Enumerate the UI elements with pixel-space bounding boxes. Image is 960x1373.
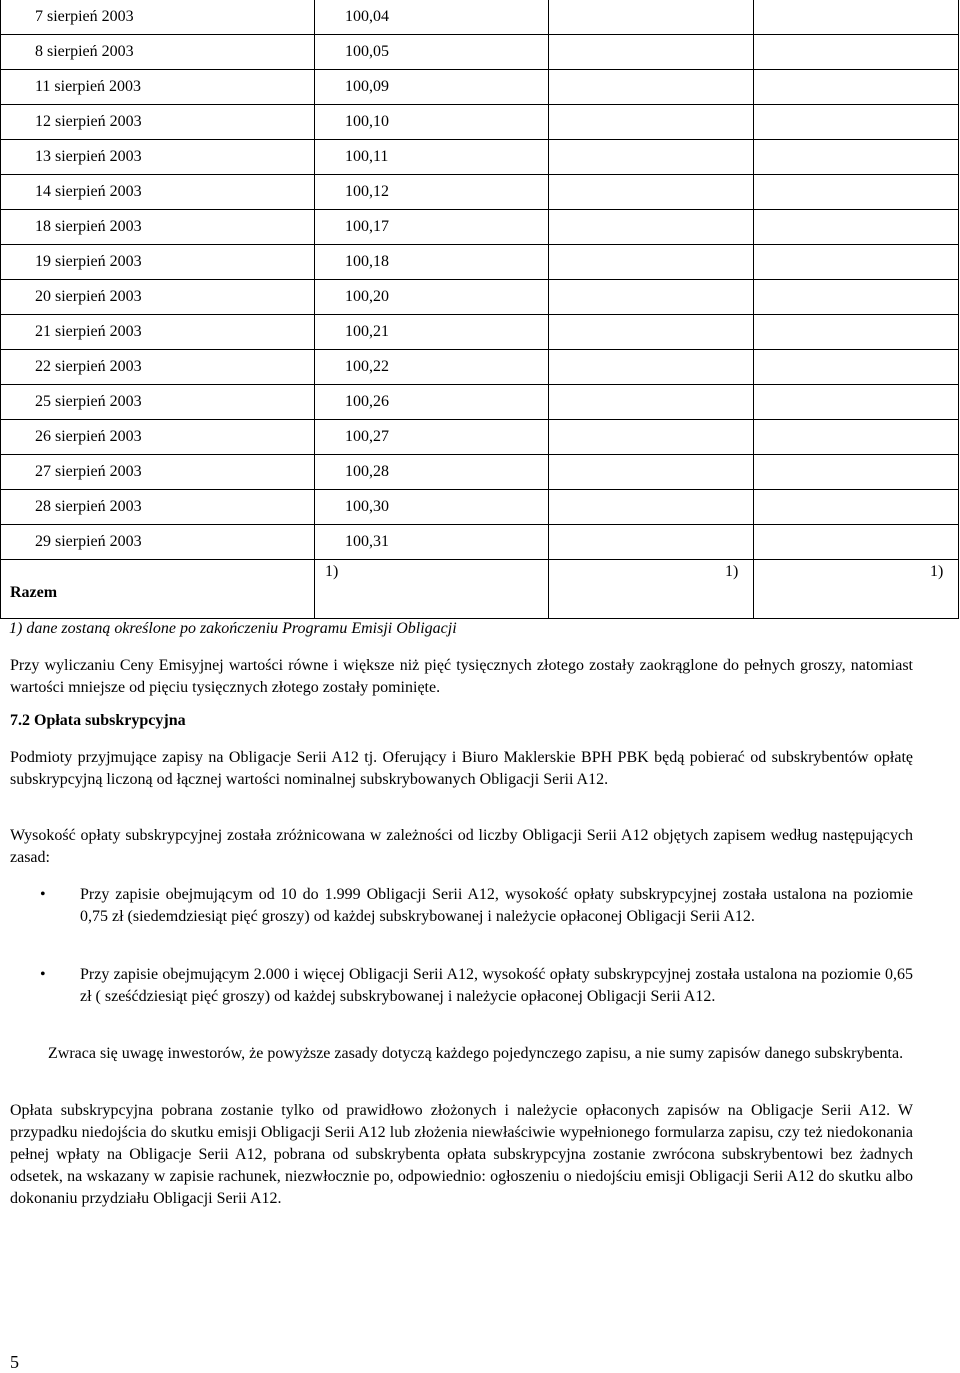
price-cell: 100,21 — [315, 315, 549, 350]
empty-cell — [754, 490, 959, 525]
price-cell: 100,22 — [315, 350, 549, 385]
empty-cell — [754, 280, 959, 315]
empty-cell — [754, 350, 959, 385]
total-mark-cell — [549, 560, 754, 619]
empty-cell — [549, 315, 754, 350]
attention-note: Zwraca się uwagę inwestorów, że powyższe zasady dotyczą każdego pojedynczego zapisu, a nie sumy zapisów danego subskrybenta. — [48, 1045, 904, 1062]
date-cell: 8 sierpień 2003 — [1, 35, 315, 70]
total-label-cell — [1, 560, 315, 619]
empty-cell — [549, 455, 754, 490]
date-cell: 11 sierpień 2003 — [1, 70, 315, 105]
price-cell: 100,10 — [315, 105, 549, 140]
date-cell: 29 sierpień 2003 — [1, 525, 315, 560]
price-cell: 100,31 — [315, 525, 549, 560]
table-row — [1, 210, 959, 245]
date-cell: 7 sierpień 2003 — [1, 0, 315, 35]
empty-cell — [549, 0, 754, 35]
empty-cell — [549, 210, 754, 245]
intro-paragraph: Podmioty przyjmujące zapisy na Obligacje Serii A12 tj. Oferujący i Biuro Maklerskie BPH PBK będą pobierać od subskrybentów opłatę subskrypcyjną liczoną od łącznej wartości nominalnej subskrybowanych Obligacji Serii A12. — [10, 749, 913, 788]
table-row — [1, 175, 959, 210]
empty-cell — [754, 525, 959, 560]
empty-cell — [754, 105, 959, 140]
empty-cell — [754, 455, 959, 490]
empty-cell — [549, 420, 754, 455]
empty-cell — [754, 420, 959, 455]
price-cell: 100,27 — [315, 420, 549, 455]
total-label: Razem — [10, 584, 58, 601]
bullet-dot-icon: • — [40, 886, 46, 903]
bullet-text: Przy zapisie obejmującym od 10 do 1.999 Obligacji Serii A12, wysokość opłaty subskrypcyjnej została ustalona na poziomie 0,75 zł (siedemdziesiąt pięć groszy) od każdej subskrybowanej i należycie opłaconej Obligacji Serii A12. — [80, 886, 913, 925]
table-row — [1, 280, 959, 315]
date-cell: 19 sierpień 2003 — [1, 245, 315, 280]
table-row — [1, 140, 959, 175]
bullet-text: Przy zapisie obejmującym 2.000 i więcej Obligacji Serii A12, wysokość opłaty subskrypcyjnej została ustalona na poziomie 0,65 zł ( sześćdziesiąt pięć groszy) od każdej subskrybowanej i należycie opłaconej Obligacji Serii A12. — [80, 966, 913, 1005]
rounding-note: Przy wyliczaniu Ceny Emisyjnej wartości równe i większe niż pięć tysięcznych złotego zostały zaokrąglone do pełnych groszy, natomiast wartości mniejsze od pięciu tysięcznych złotego zostały pominięte. — [10, 657, 913, 696]
table-footnote: 1) dane zostaną określone po zakończeniu Programu Emisji Obligacji — [9, 620, 457, 637]
date-cell: 20 sierpień 2003 — [1, 280, 315, 315]
bullet-dot-icon: • — [40, 966, 46, 983]
empty-cell — [754, 245, 959, 280]
empty-cell — [549, 350, 754, 385]
empty-cell — [549, 280, 754, 315]
table-row — [1, 420, 959, 455]
price-cell: 100,28 — [315, 455, 549, 490]
rate-paragraph: Wysokość opłaty subskrypcyjnej została zróżnicowana w zależności od liczby Obligacji Serii A12 objętych zapisem według następujących zasad: — [10, 827, 913, 866]
date-cell: 18 sierpień 2003 — [1, 210, 315, 245]
date-cell: 22 sierpień 2003 — [1, 350, 315, 385]
price-cell: 100,09 — [315, 70, 549, 105]
price-cell: 100,04 — [315, 0, 549, 35]
section-heading: 7.2 Opłata subskrypcyjna — [10, 712, 186, 729]
empty-cell — [549, 175, 754, 210]
footnote-mark: 1) — [725, 563, 739, 580]
empty-cell — [549, 490, 754, 525]
empty-cell — [754, 175, 959, 210]
price-cell: 100,05 — [315, 35, 549, 70]
table-row — [1, 105, 959, 140]
empty-cell — [549, 525, 754, 560]
empty-cell — [549, 140, 754, 175]
table-row — [1, 35, 959, 70]
empty-cell — [549, 245, 754, 280]
table-row — [1, 525, 959, 560]
footnote-mark: 1) — [930, 563, 944, 580]
empty-cell — [549, 35, 754, 70]
date-cell: 21 sierpień 2003 — [1, 315, 315, 350]
table-row — [1, 350, 959, 385]
price-cell: 100,20 — [315, 280, 549, 315]
empty-cell — [754, 315, 959, 350]
price-cell: 100,26 — [315, 385, 549, 420]
table-row — [1, 455, 959, 490]
price-cell: 100,17 — [315, 210, 549, 245]
bullet-item — [40, 884, 913, 928]
table-row — [1, 70, 959, 105]
table-row — [1, 490, 959, 525]
empty-cell — [754, 385, 959, 420]
empty-cell — [754, 140, 959, 175]
date-cell: 25 sierpień 2003 — [1, 385, 315, 420]
price-cell: 100,30 — [315, 490, 549, 525]
date-cell: 26 sierpień 2003 — [1, 420, 315, 455]
price-cell: 100,18 — [315, 245, 549, 280]
table-row — [1, 245, 959, 280]
bullet-item — [40, 964, 913, 1008]
price-cell: 100,12 — [315, 175, 549, 210]
empty-cell — [549, 70, 754, 105]
date-cell: 14 sierpień 2003 — [1, 175, 315, 210]
empty-cell — [754, 0, 959, 35]
page-number: 5 — [10, 1352, 19, 1372]
refund-paragraph: Opłata subskrypcyjna pobrana zostanie tylko od prawidłowo złożonych i należycie opłaconych zapisów na Obligacje Serii A12. W przypadku niedojścia do skutku emisji Obligacji Serii A12 lub złożenia niewłaściwie wypełnionego formularza zapisu, czy też niedokonania pełnej wpłaty na Obligacje Serii A12, pobrana od subskrybenta opłata subskrypcyjna zostanie zwrócona subskrybentowi bez żadnych odsetek, na wskazany w zapisie rachunek, niezwłocznie po, odpowiednio: ogłoszeniu o niedojściu emisji Obligacji Serii A12 do skutku albo dokonaniu przydziału Obligacji Serii A12. — [10, 1102, 913, 1207]
price-table-body — [1, 0, 959, 619]
table-row — [1, 385, 959, 420]
price-table-wrapper — [0, 0, 960, 619]
total-row — [1, 560, 959, 619]
table-row — [1, 0, 959, 35]
table-row — [1, 315, 959, 350]
empty-cell — [754, 35, 959, 70]
date-cell: 28 sierpień 2003 — [1, 490, 315, 525]
empty-cell — [549, 385, 754, 420]
total-mark-cell — [315, 560, 549, 619]
empty-cell — [549, 105, 754, 140]
date-cell: 12 sierpień 2003 — [1, 105, 315, 140]
price-cell: 100,11 — [315, 140, 549, 175]
empty-cell — [754, 70, 959, 105]
empty-cell — [754, 210, 959, 245]
date-cell: 27 sierpień 2003 — [1, 455, 315, 490]
footnote-mark: 1) — [325, 563, 339, 580]
date-cell: 13 sierpień 2003 — [1, 140, 315, 175]
price-table — [0, 0, 959, 619]
total-mark-cell — [754, 560, 959, 619]
